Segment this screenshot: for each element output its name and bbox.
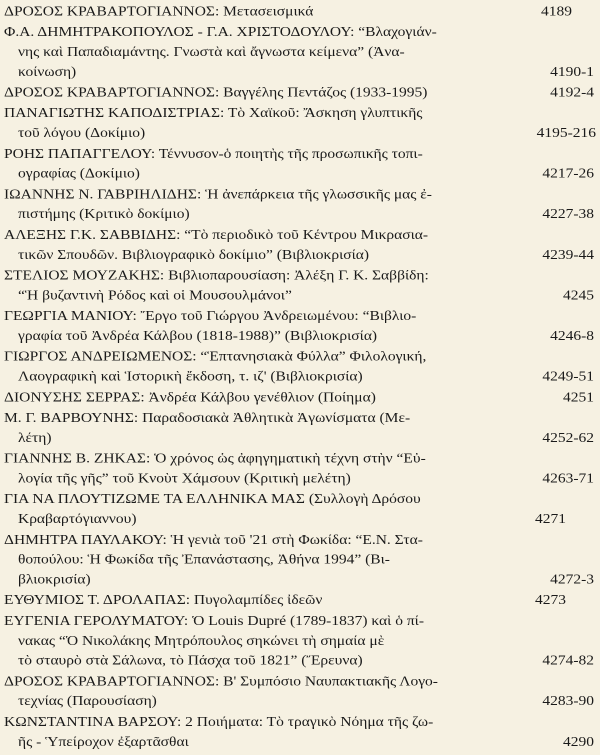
toc-entry xyxy=(4,225,596,265)
toc-page-number: 4249-51 xyxy=(542,368,594,385)
toc-entry xyxy=(4,144,596,184)
toc-entry-text-line: γραφία τοῦ Ἀνδρέα Κάλβου (1818-1988)” (Βιβλιοκρισία) xyxy=(18,328,378,344)
toc-entry-text-line: βλιοκρισία) xyxy=(18,571,91,588)
toc-entry xyxy=(4,530,596,590)
toc-entry-text-line: λογία τῆς γῆς” τοῦ Κνοὺτ Χάμσουν (Κριτικὴ μελέτη) xyxy=(18,470,351,487)
toc-entry-text-line: τὸ σταυρὸ στὰ Σάλωνα, τὸ Πάσχα τοῦ 1821” (Ἔρευνα) xyxy=(18,652,363,669)
toc-entry-text-line: ΔΗΜΗΤΡΑ ΠΑΥΛΑΚΟΥ: Ἡ γενιὰ τοῦ '21 στὴ Φωκίδα: “Ε.Ν. Στα- xyxy=(4,532,423,548)
toc-entry xyxy=(4,409,596,449)
toc-entry-text-line: Κραβαρτόγιαννου) xyxy=(18,511,137,527)
toc-entry xyxy=(4,307,596,347)
toc-page-number: 4227-38 xyxy=(542,206,594,222)
toc-entry xyxy=(4,611,596,671)
toc-page-number: 4263-71 xyxy=(542,470,594,487)
toc-page-number: 4190-1 xyxy=(550,64,594,80)
toc-entry-text-line: τικῶν Σπουδῶν. Βιβλιογραφικὸ δοκίμιο” (Βιβλιοκρισία) xyxy=(18,247,370,263)
toc-page-number: 4283-90 xyxy=(542,693,594,709)
toc-entry-text-line: ΔΡΟΣΟΣ ΚΡΑΒΑΡΤΟΓΙΑΝΝΟΣ: Β' Συμπόσιο Ναυπακτιακῆς Λογο- xyxy=(4,673,438,689)
toc-entry-text-line: “Ἡ βυζαντινὴ Ρόδος καὶ οἱ Μουσουλμάνοι” xyxy=(18,287,292,304)
toc-entry-text-line: Μ. Γ. ΒΑΡΒΟΥΝΗΣ: Παραδοσιακὰ Ἀθλητικὰ Ἀγωνίσματα (Με- xyxy=(4,410,411,426)
toc-entry xyxy=(4,104,596,144)
toc-page-number: 4273 xyxy=(535,592,566,608)
toc-entry xyxy=(4,2,596,22)
toc-page-number: 4271 xyxy=(535,511,566,527)
toc-entry-text-line: ΕΥΓΕΝΙΑ ΓΕΡΟΛΥΜΑΤΟΥ: Ὁ Louis Dupré (1789-1837) καὶ ὁ πί- xyxy=(4,613,424,629)
toc-entry-text-line: ογραφίας (Δοκίμιο) xyxy=(18,165,140,182)
toc-entry-text-line: ΠΑΝΑΓΙΩΤΗΣ ΚΑΠΟΔΙΣΤΡΙΑΣ: Τὸ Χαϊκοῦ: Ἄσκηση γλυπτικῆς xyxy=(4,105,423,121)
toc-entry xyxy=(4,388,596,408)
toc-entry-text-line: τεχνίας (Παρουσίαση) xyxy=(18,693,157,709)
toc-entry-text-line: ΓΙΑ ΝΑ ΠΛΟΥΤΙΖΩΜΕ ΤΑ ΕΛΛΗΝΙΚΑ ΜΑΣ (Συλλογὴ Δρόσου xyxy=(4,491,421,507)
toc-entry-text-line: ΓΙΑΝΝΗΣ Β. ΖΗΚΑΣ: Ὁ χρόνος ὡς ἀφηγηματικὴ τέχνη στὴν “Εὐ- xyxy=(4,450,426,467)
toc-entry-text-line: ΑΛΕΞΗΣ Γ.Κ. ΣΑΒΒΙΔΗΣ: “Τὸ περιοδικὸ τοῦ Κέντρου Μικρασια- xyxy=(4,227,429,243)
toc-entry-text-line: νακας “Ὁ Νικολάκης Μητρόπουλος σηκώνει τὴ σημαία μὲ xyxy=(18,633,385,649)
toc-entry xyxy=(4,591,596,611)
toc-entry xyxy=(4,266,596,306)
toc-page-number: 4251 xyxy=(563,389,594,405)
toc-page-number: 4245 xyxy=(563,287,594,304)
toc-entry xyxy=(4,712,596,752)
toc-entry xyxy=(4,83,596,103)
toc-entry xyxy=(4,449,596,489)
toc-entry-text-line: Φ.Α. ΔΗΜΗΤΡΑΚΟΠΟΥΛΟΣ - Γ.Α. ΧΡΙΣΤΟΔΟΥΛΟΥ: “Βλαχογιάν- xyxy=(4,24,437,40)
toc-entry-text-line: λέτη) xyxy=(18,430,52,446)
toc-page-number: 4239-44 xyxy=(542,247,594,263)
toc-entry-text-line: νης καὶ Παπαδιαμάντης. Γνωστὰ καὶ ἄγνωστα κείμενα” (Ἀνα- xyxy=(18,44,405,60)
toc-entry xyxy=(4,185,596,225)
toc-entry-text-line: ΔΡΟΣΟΣ ΚΡΑΒΑΡΤΟΓΙΑΝΝΟΣ: Βαγγέλης Πεντάζος (1933-1995) xyxy=(4,84,428,101)
toc-entry-text-line: ΣΤΕΛΙΟΣ ΜΟΥΖΑΚΗΣ: Βιβλιοπαρουσίαση: Ἀλέξη Γ. Κ. Σαββίδη: xyxy=(4,267,429,284)
toc-entry-text-line: ΙΩΑΝΝΗΣ Ν. ΓΑΒΡΙΗΛΙΔΗΣ: Ἡ ἀνεπάρκεια τῆς γλωσσικῆς μας ἐ- xyxy=(4,186,432,203)
toc-entry-text-line: ΡΟΗΣ ΠΑΠΑΓΓΕΛΟΥ: Τέννυσον-ὁ ποιητὴς τῆς προσωπικῆς τοπι- xyxy=(4,146,423,162)
toc-entry-text-line: πιστήμης (Κριτικὸ δοκίμιο) xyxy=(18,206,190,222)
toc-entry xyxy=(4,23,596,83)
toc-entry-text-line: ΔΙΟΝΥΣΗΣ ΣΕΡΡΑΣ: Ἀνδρέα Κάλβου γενέθλιον (Ποίημα) xyxy=(4,389,376,405)
toc-entry xyxy=(4,672,596,712)
toc-entry-text-line: τοῦ λόγου (Δοκίμιο) xyxy=(18,125,146,141)
toc-page-number: 4192-4 xyxy=(550,84,594,101)
toc-entry xyxy=(4,490,596,530)
toc-page-number: 4217-26 xyxy=(542,165,594,182)
toc-page-number: 4290 xyxy=(563,734,594,750)
toc-page-number: 4246-8 xyxy=(550,328,594,344)
toc-entry-text-line: ΔΡΟΣΟΣ ΚΡΑΒΑΡΤΟΓΙΑΝΝΟΣ: Μετασεισμικά xyxy=(4,3,314,19)
toc-entry-text-line: ΓΕΩΡΓΙΑ ΜΑΝΙΟΥ: Ἔργο τοῦ Γιώργου Ἀνδρειωμένου: “Βιβλιο- xyxy=(4,308,417,324)
toc-page-number: 4189 xyxy=(541,3,572,19)
toc-page-number: 4274-82 xyxy=(542,652,594,669)
toc-page-number: 4252-62 xyxy=(542,430,594,446)
toc-entry-text-line: κοίνωση) xyxy=(18,64,77,80)
toc-entry-text-line: ΓΙΩΡΓΟΣ ΑΝΔΡΕΙΩΜΕΝΟΣ: “Ἑπτανησιακὰ Φύλλα” Φιλολογική, xyxy=(4,348,427,365)
toc-entry-text-line: θοπούλου: Ἡ Φωκίδα τῆς Ἐπανάστασης, Ἀθήνα 1994” (Βι- xyxy=(18,551,390,568)
toc-entry-text-line: ΕΥΘΥΜΙΟΣ Τ. ΔΡΟΛΑΠΑΣ: Πυγολαμπίδες ἰδεῶν xyxy=(4,592,323,608)
toc-page-number: 4195-216 xyxy=(536,125,596,141)
toc-entry-text-line: ῆς - Ὑπείροχον ἐξαρτᾶσθαι xyxy=(18,734,189,750)
toc-entry-text-line: Λαογραφικὴ καὶ Ἱστορικὴ ἔκδοση, τ. ιζ' (Βιβλιοκρισία) xyxy=(18,368,363,385)
toc-entry-text-line: ΚΩΝΣΤΑΝΤΙΝΑ ΒΑΡΣΟΥ: 2 Ποιήματα: Τὸ τραγικὸ Νόημα τῆς ζω- xyxy=(4,714,434,730)
toc-entry xyxy=(4,347,596,387)
toc-page-number: 4272-3 xyxy=(550,571,594,588)
